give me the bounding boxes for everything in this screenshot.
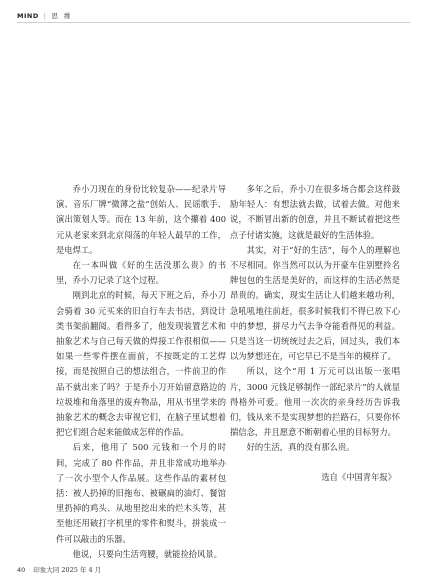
paragraph: 其实，对于“好的生活”，每个人的理解也不尽相同。你当然可以认为开豪车住别墅拎名牌包包的生活是美好的，而这样的生活必然是昂贵的。确实，现实生活让人们越来越功利，急吼吼地往前赶，很多时候我们不得已放下心中的梦想，拼尽力气去争夺能看得见的利益。只是当这一切统统过去之后，回过头，我们本以为梦想还在，可它早已不是当年的模样了。 [230,244,400,362]
paragraph: 好的生活，真的没有那么贵。 [246,442,355,453]
running-header [17,11,73,20]
paragraph: 刚到北京的时候，每天下班之后，乔小刀会骑着 30 元买来的旧自行车去书店，到设计类书架前翻阅。看得多了，他发现装置艺术和抽象艺术与自己每天做的焊接工作很相似——如果一些零件摆在面前，不按既定的工艺焊接，而是按照自己的想法组合，一件前卫的作品不就出来了吗？于是乔小刀开始留意路边的垃圾堆和角落里的废弃物品，用从书里学来的抽象艺术的概念去审视它们，在脑子里试想着把它们组合起来能做成怎样的作品。 [56,290,226,438]
section-title: 思 维 [51,12,73,20]
left-column [56,182,226,562]
paragraph: 在一本叫做《好的生活没那么贵》的书里，乔小刀记录了这个过程。 [56,260,226,286]
paragraph: 后来，他用了 500 元钱和一个月的时间，完成了 80 件作品，并且非常成功地举办了一次小型个人作品展。这些作品的素材包括：被人扔掉的旧拖布、被碾扁的油灯、餐馆里扔掉的鸡头、从地里挖出来的烂木头等，甚至他还用破打字机里的零件和熨斗，拼装成一件可以敲击的乐器。 [56,442,226,544]
article-source: 选自《中国青年报》 [321,471,396,482]
page-number: 40 [17,565,26,574]
paragraph: 他说，只要向生活弯腰，就能捡拾风景。 [72,548,222,559]
magazine-section-label: MIND [17,11,39,20]
paragraph: 多年之后，乔小刀在很多场合都会这样鼓励年轻人：有想法就去做，试着去做。对他来说，不断冒出新的创意，并且不断试着把这些点子付诸实施，这就是最好的生活体验。 [230,184,400,240]
header-divider [17,22,410,23]
page-footer [17,565,101,574]
publication-info: 印象大同 2025 年 4 月 [33,566,102,574]
header-separator: | [43,11,47,20]
paragraph: 所以，这个“用 1 万元可以出版一张唱片，3000 元钱足够制作一部纪录片”的人就显得格外可爱。他用一次次的亲身经历告诉我们，钱从来不是实现梦想的拦路石，只要你怀揣信念，并且愿意不断朝着心里的目标努力。 [230,366,400,438]
right-column [230,182,400,485]
paragraph: 乔小刀现在的身份比较复杂——纪录片导演、音乐厂牌“微薄之盐”创始人、民谣歌手、演出策划人等。而在 13 年前，这个攥着 400 元从老家来到北京闯荡的年轻人最早的工作，是电焊工。 [56,184,226,255]
